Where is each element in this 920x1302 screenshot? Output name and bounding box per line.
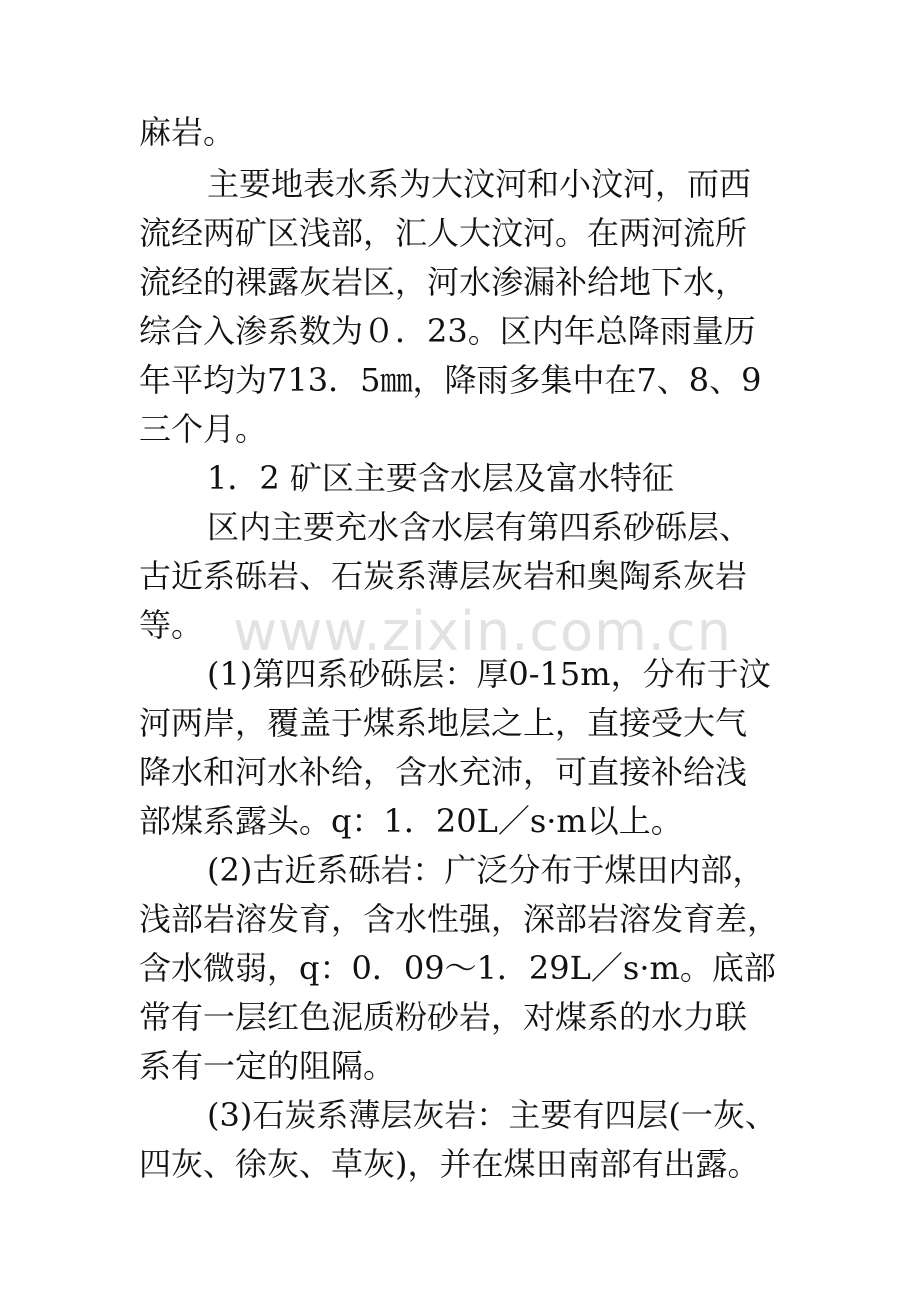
paragraph-line: 主要地表水系为大汶河和小汶河，而西: [207, 165, 752, 203]
text-line: 浅部岩溶发育，含水性强，深部岩溶发育差，: [139, 900, 780, 938]
section-heading: 1．2 矿区主要含水层及富水特征: [207, 459, 674, 497]
paragraph-line: (1)第四系砂砾层：厚0-15m，分布于汶: [207, 655, 771, 693]
text-line: 常有一层红色泥质粉砂岩，对煤系的水力联: [139, 998, 748, 1036]
text-line: 综合入渗系数为０．23。区内年总降雨量历: [139, 312, 756, 350]
text-line: 系有一定的阻隔。: [139, 1047, 396, 1085]
text-line: 河两岸，覆盖于煤系地层之上，直接受大气: [139, 704, 748, 742]
text-line: 含水微弱，q：0．09～1．29L／s·m。底部: [139, 949, 776, 987]
text-line: 部煤系露头。q：1．20L／s·m以上。: [139, 802, 683, 840]
text-line: 降水和河水补给，含水充沛，可直接补给浅: [139, 753, 748, 791]
text-line: 麻岩。: [139, 113, 236, 151]
text-line: 等。: [139, 606, 204, 644]
text-line: 流经两矿区浅部，汇人大汶河。在两河流所: [139, 214, 748, 252]
text-line: 三个月。: [139, 410, 268, 448]
text-line: 古近系砾岩、石炭系薄层灰岩和奥陶系灰岩: [139, 557, 748, 595]
site-watermark: www.zixin.com.cn: [233, 600, 732, 663]
paragraph-line: (3)石炭系薄层灰岩：主要有四层(一灰、: [207, 1096, 777, 1134]
text-line: 流经的裸露灰岩区，河水渗漏补给地下水，: [139, 263, 748, 301]
text-line: 年平均为713．5㎜，降雨多集中在7、8、9: [139, 361, 762, 399]
text-line: 四灰、徐灰、草灰)，并在煤田南部有出露。: [139, 1145, 760, 1183]
paragraph-line: (2)古近系砾岩：广泛分布于煤田内部，: [207, 851, 765, 889]
paragraph-line: 区内主要充水含水层有第四系砂砾层、: [207, 508, 752, 546]
